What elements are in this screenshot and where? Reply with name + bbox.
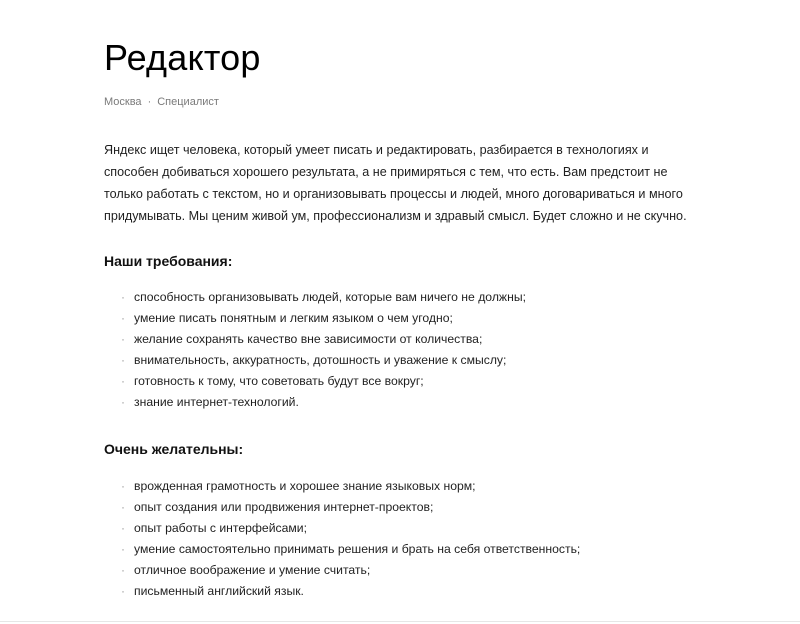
list-item (104, 308, 526, 329)
bullet-icon: · (121, 500, 125, 514)
list-item (104, 392, 526, 413)
bullet-icon: · (121, 563, 125, 577)
list-item-text: внимательность, аккуратность, дотошность и уважение к смыслу; (134, 353, 507, 367)
requirements-heading: Наши требования: (104, 253, 233, 269)
requirements-list (104, 287, 526, 413)
bullet-icon: · (121, 290, 125, 304)
bullet-icon: · (121, 395, 125, 409)
list-item (104, 476, 580, 497)
meta-separator: · (147, 96, 152, 108)
bullet-icon: · (121, 542, 125, 556)
list-item (104, 497, 580, 518)
level-label: Специалист (157, 96, 219, 108)
desirable-heading: Очень желательны: (104, 441, 244, 457)
bullet-icon: · (121, 311, 125, 325)
list-item (104, 287, 526, 308)
list-item-text: опыт работы с интерфейсами; (134, 521, 307, 535)
bullet-icon: · (121, 521, 125, 535)
location-label: Москва (104, 96, 142, 108)
bullet-icon: · (121, 353, 125, 367)
page-divider (0, 621, 800, 622)
list-item-text: опыт создания или продвижения интернет-проектов; (134, 500, 434, 514)
list-item-text: готовность к тому, что советовать будут все вокруг; (134, 374, 424, 388)
bullet-icon: · (121, 332, 125, 346)
list-item-text: способность организовывать людей, которые вам ничего не должны; (134, 290, 526, 304)
list-item-text: отличное воображение и умение считать; (134, 563, 371, 577)
list-item-text: врожденная грамотность и хорошее знание языковых норм; (134, 479, 476, 493)
list-item-text: умение самостоятельно принимать решения и брать на себя ответственность; (134, 542, 581, 556)
list-item (104, 371, 526, 392)
list-item (104, 350, 526, 371)
bullet-icon: · (121, 479, 125, 493)
bullet-icon: · (121, 584, 125, 598)
vacancy-description: Яндекс ищет человека, который умеет писать и редактировать, разбирается в технологиях и способен добиваться хорошего результата, а не примиряться с тем, что есть. Вам предстоит не только работать с текстом, но и организовывать процессы и людей, много договариваться и много придумывать. Мы ценим живой ум, профессионализм и здравый смысл. Будет сложно и не скучно. (104, 143, 687, 223)
list-item (104, 518, 580, 539)
page-title: Редактор (104, 37, 261, 78)
list-item-text: умение писать понятным и легким языком о чем угодно; (134, 311, 453, 325)
list-item (104, 581, 580, 602)
list-item-text: знание интернет-технологий. (134, 395, 299, 409)
list-item (104, 539, 580, 560)
list-item (104, 560, 580, 581)
list-item (104, 329, 526, 350)
desirable-list (104, 476, 580, 602)
list-item-text: письменный английский язык. (134, 584, 304, 598)
vacancy-meta (104, 95, 219, 109)
bullet-icon: · (121, 374, 125, 388)
list-item-text: желание сохранять качество вне зависимости от количества; (134, 332, 483, 346)
